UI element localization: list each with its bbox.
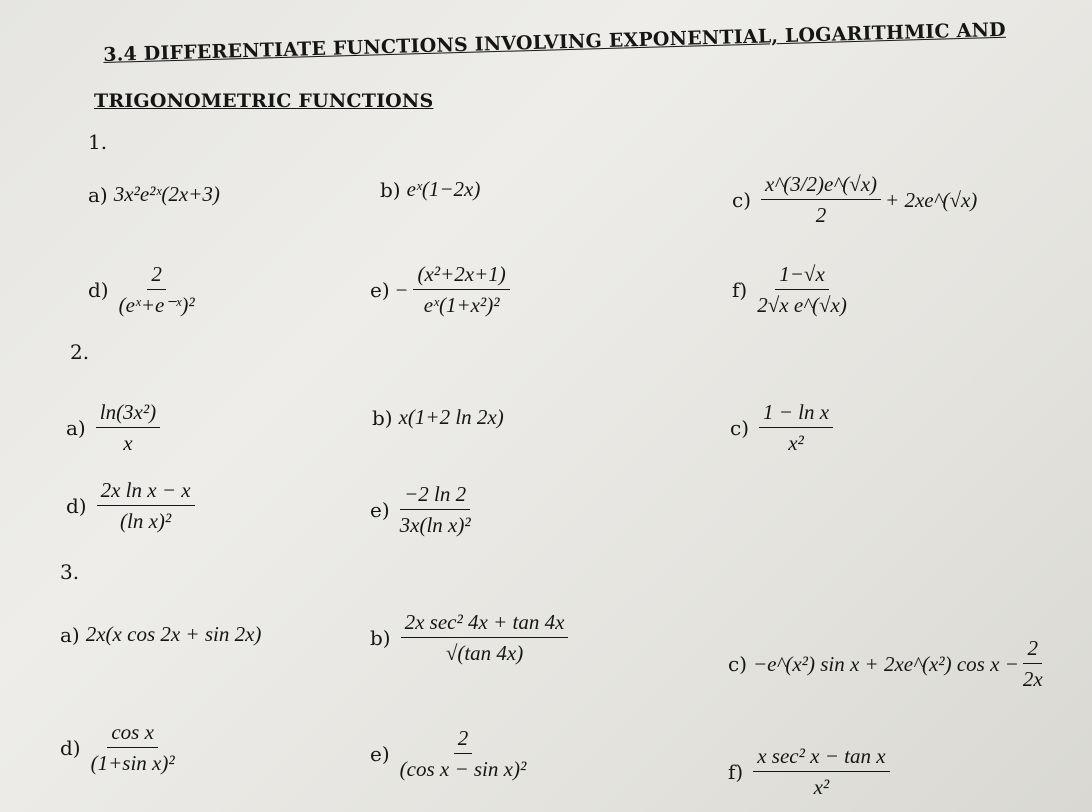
answer-label: b)	[380, 177, 401, 202]
fraction	[97, 478, 195, 534]
answer-1c	[732, 172, 977, 228]
answer-2c	[730, 400, 837, 456]
numerator: 1 − ln x	[759, 400, 833, 428]
denominator: 2	[815, 203, 827, 227]
denominator: √(tan 4x)	[445, 641, 524, 665]
denominator: x²	[813, 775, 830, 799]
denominator: (ln x)²	[120, 509, 172, 533]
minus-sign: −	[395, 277, 408, 302]
answer-3a	[60, 622, 261, 647]
denominator: 2√x e^(√x)	[757, 293, 847, 317]
answer-2d	[66, 478, 199, 534]
denominator: x²	[788, 431, 804, 455]
answer-expression: x(1+2 ln 2x)	[398, 405, 504, 429]
fraction	[759, 400, 833, 456]
fraction	[753, 744, 889, 800]
section-3-label: 3.	[60, 560, 80, 584]
denominator: x	[123, 431, 133, 455]
numerator: −2 ln 2	[400, 482, 470, 510]
heading-line-1: 3.4 DIFFERENTIATE FUNCTIONS INVOLVING EXPONENTIAL, LOGARITHMIC AND	[103, 18, 1007, 66]
answer-label: b)	[370, 626, 391, 650]
answer-2e	[370, 482, 475, 538]
answer-label: a)	[88, 182, 108, 207]
numerator: 2	[1023, 636, 1042, 664]
fraction	[401, 610, 569, 666]
answer-label: a)	[60, 622, 80, 647]
answer-label: d)	[88, 278, 109, 302]
denominator: (cos x − sin x)²	[399, 757, 527, 781]
answer-3d	[60, 720, 179, 776]
answer-expression: eˣ(1−2x)	[406, 177, 481, 201]
numerator: (x²+2x+1)	[413, 262, 509, 290]
numerator: x^(3/2)e^(√x)	[761, 172, 881, 200]
numerator: ln(3x²)	[96, 400, 160, 428]
answer-1b	[380, 177, 480, 202]
answer-label: a)	[66, 416, 86, 440]
answer-label: c)	[728, 652, 748, 676]
numerator: 2x sec² 4x + tan 4x	[401, 610, 569, 638]
answer-label: e)	[370, 742, 390, 766]
answer-3c	[728, 636, 1047, 692]
denominator: (eˣ+e⁻ˣ)²	[118, 293, 195, 317]
answer-label: e)	[370, 278, 390, 302]
numerator: 2	[454, 726, 473, 754]
answer-2b	[372, 405, 504, 430]
fraction	[757, 262, 847, 318]
answer-2a	[66, 400, 164, 456]
section-2-label: 2.	[70, 340, 90, 364]
answer-expression: 2x(x cos 2x + sin 2x)	[85, 622, 262, 646]
section-1-label: 1.	[88, 130, 108, 154]
fraction	[91, 720, 175, 776]
answer-label: d)	[66, 494, 87, 518]
answer-label: b)	[372, 405, 393, 430]
answer-1e	[370, 262, 514, 318]
denominator: (1+sin x)²	[90, 751, 175, 775]
fraction	[400, 726, 527, 782]
fraction	[96, 400, 160, 456]
numerator: 1−√x	[775, 262, 829, 290]
answer-label: d)	[60, 736, 81, 760]
fraction	[1023, 636, 1043, 692]
answer-3f	[728, 744, 894, 800]
answer-label: f)	[728, 760, 744, 784]
numerator: x sec² x − tan x	[753, 744, 889, 772]
answer-3e	[370, 726, 530, 782]
answer-label: c)	[730, 416, 750, 440]
numerator: 2x ln x − x	[97, 478, 195, 506]
answer-label: e)	[370, 498, 390, 522]
answer-expression: −e^(x²) sin x + 2xe^(x²) cos x −	[753, 651, 1019, 676]
answer-expression-tail: + 2xe^(√x)	[885, 187, 978, 212]
numerator: 2	[147, 262, 166, 290]
answer-expression: 3x²e²ˣ(2x+3)	[113, 182, 220, 206]
fraction	[413, 262, 509, 318]
answer-1f	[732, 262, 851, 318]
fraction	[761, 172, 881, 228]
fraction	[119, 262, 195, 318]
answer-label: c)	[732, 188, 752, 212]
denominator: eˣ(1+x²)²	[423, 293, 500, 317]
answer-3b	[370, 610, 572, 666]
numerator: cos x	[107, 720, 158, 748]
heading-line-2: TRIGONOMETRIC FUNCTIONS	[94, 90, 434, 112]
denominator: 3x(ln x)²	[399, 513, 471, 537]
answer-1a	[88, 182, 220, 207]
fraction	[400, 482, 471, 538]
answer-label: f)	[732, 278, 748, 302]
answer-1d	[88, 262, 199, 318]
denominator: 2x	[1022, 667, 1043, 691]
